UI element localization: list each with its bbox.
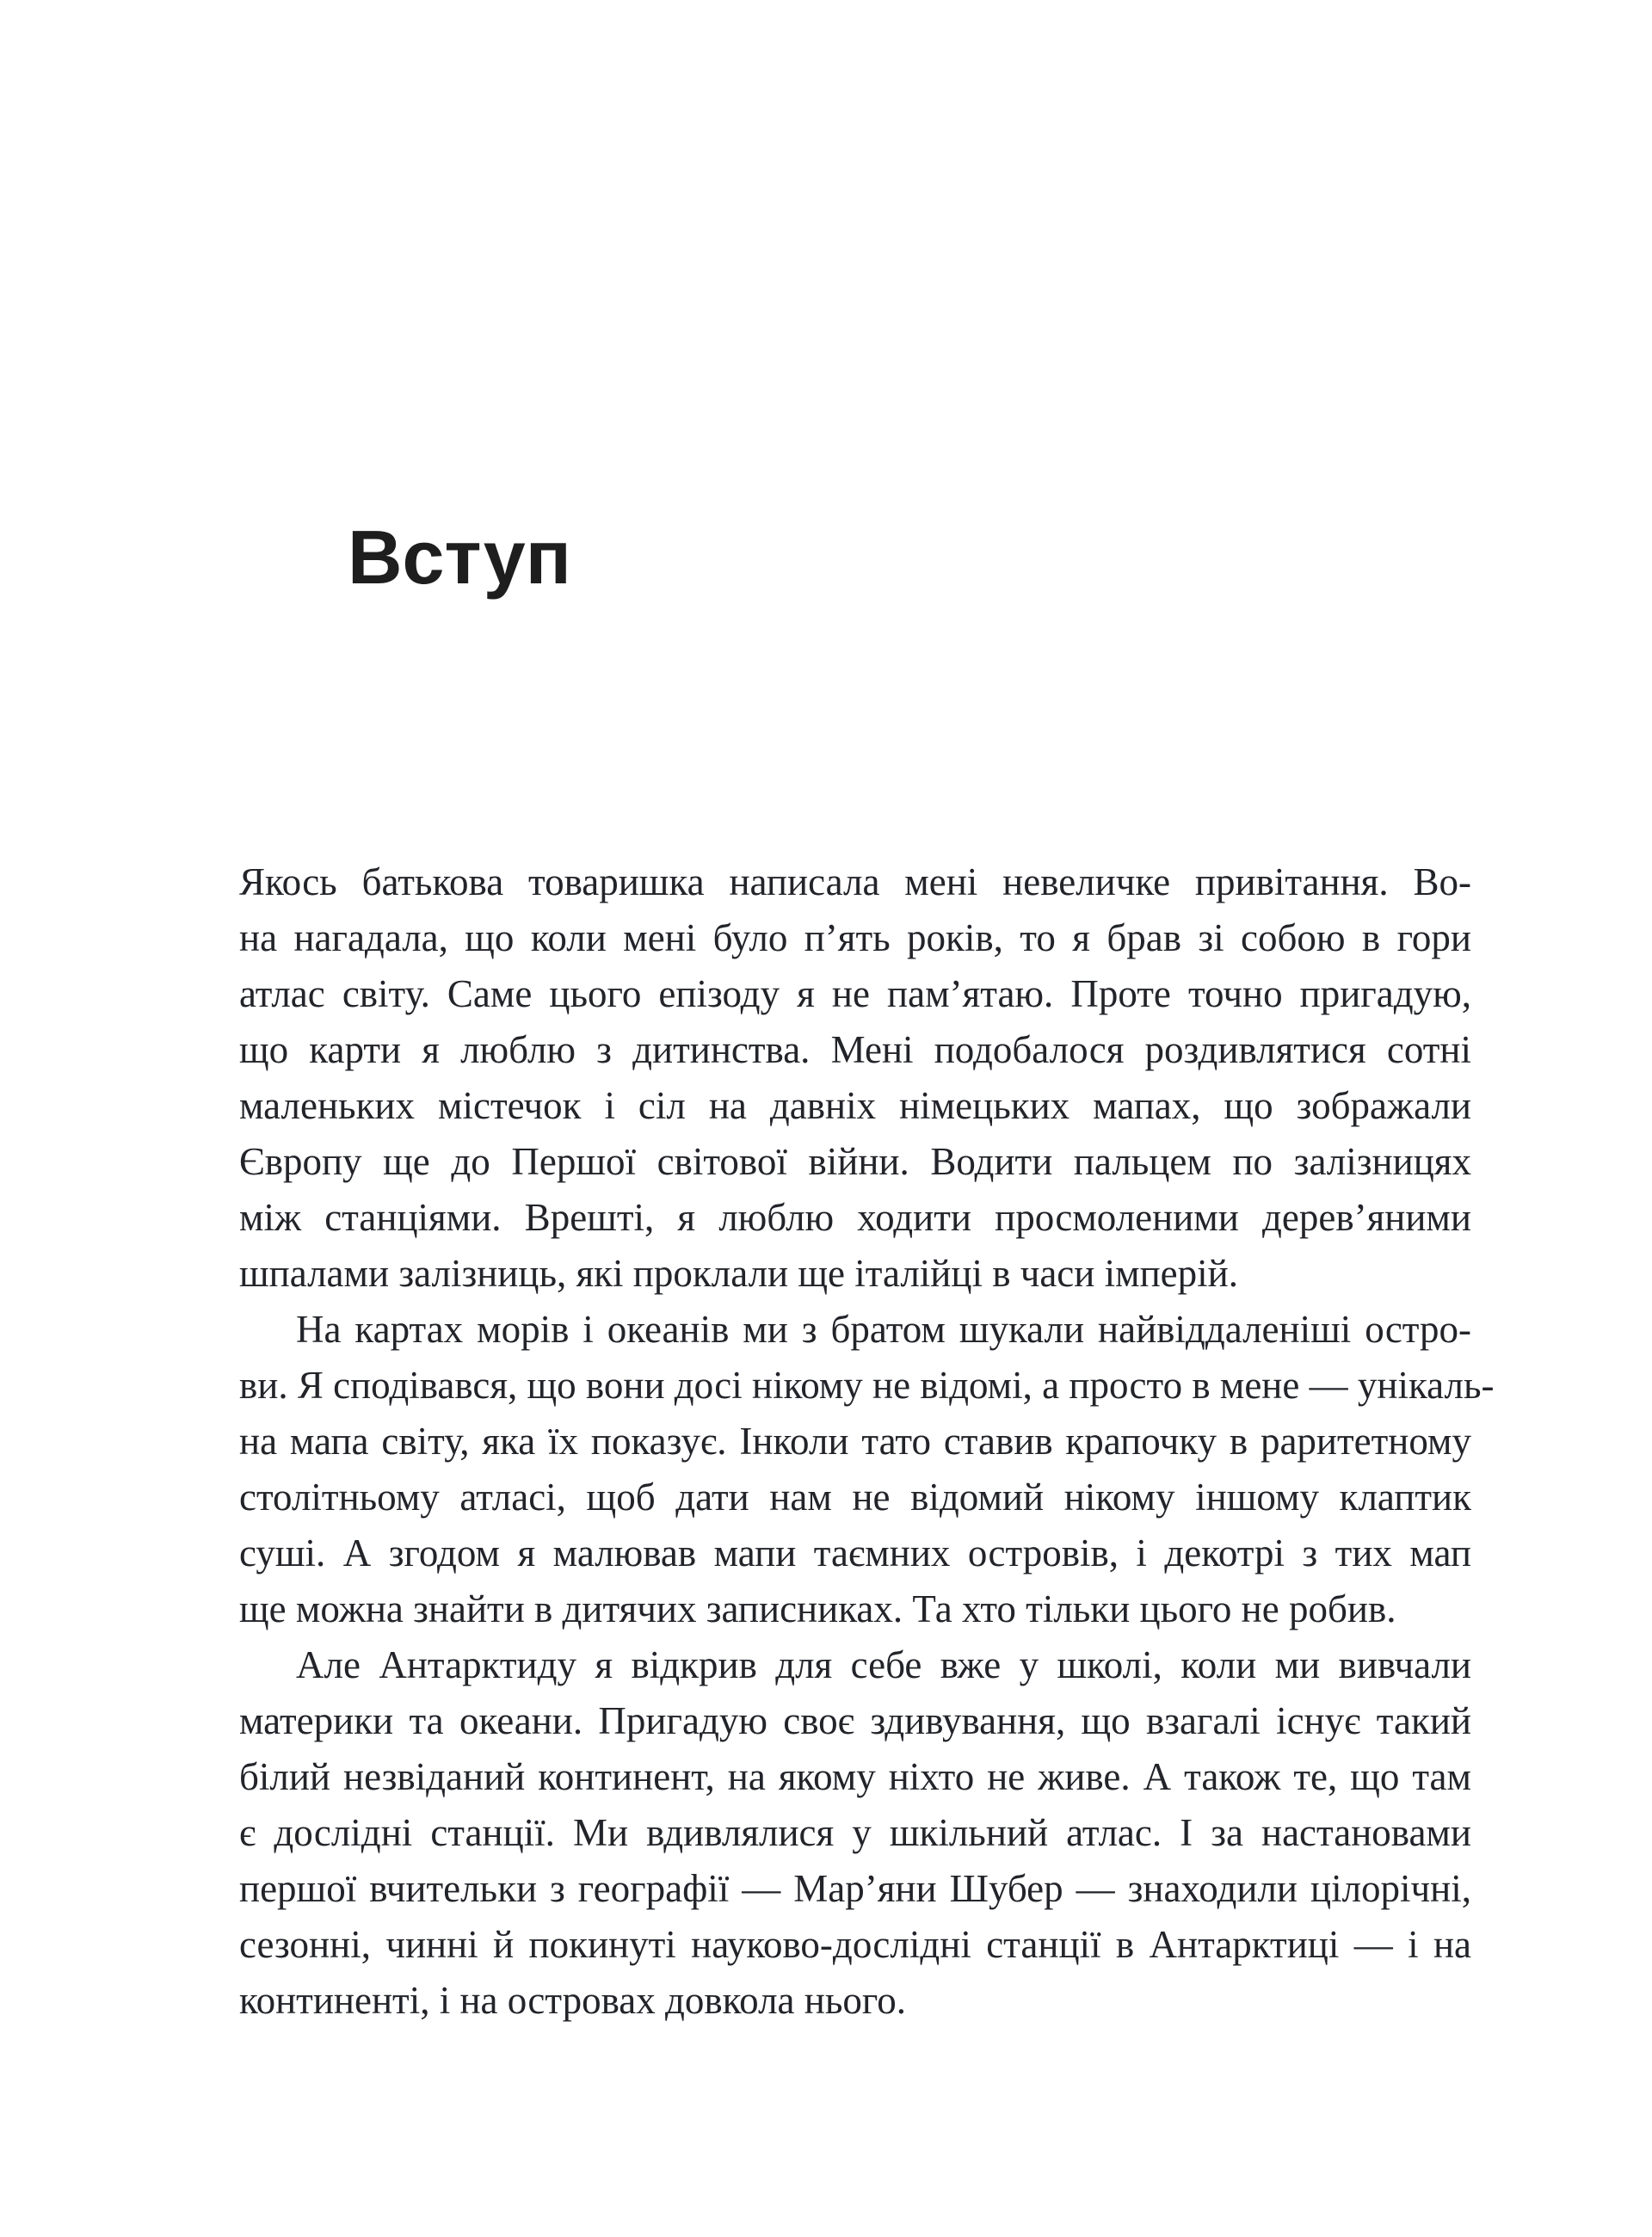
text-line: білий незвіданий континент, на якому ніхто не живе. А також те, що там xyxy=(239,1755,1471,1798)
text-line: Європу ще до Першої світової війни. Водити пальцем по залізницях xyxy=(239,1140,1471,1183)
text-line: суші. А згодом я малював мапи таємних островів, і декотрі з тих мап xyxy=(239,1531,1471,1575)
text-line: що карти я люблю з дитинства. Мені подобалося роздивлятися сотні xyxy=(239,1028,1471,1071)
text-line: ще можна знайти в дитячих записниках. Та хто тільки цього не робив. xyxy=(239,1587,1396,1630)
text-line: маленьких містечок і сіл на давніх німецьких мапах, що зображали xyxy=(239,1084,1471,1127)
text-line: між станціями. Врешті, я люблю ходити просмоленими дерев’яними xyxy=(239,1196,1471,1239)
text-line: на мапа світу, яка їх показує. Інколи тато ставив крапочку в раритетному xyxy=(239,1420,1471,1463)
text-line: є дослідні станції. Ми вдивлялися у шкільний атлас. І за настановами xyxy=(239,1811,1471,1854)
text-line: першої вчительки з географії — Мар’яни Шубер — знаходили цілорічні, xyxy=(239,1867,1471,1910)
text-line: На картах морів і океанів ми з братом шукали найвіддаленіші остро- xyxy=(296,1308,1471,1351)
text-line: сезонні, чинні й покинуті науково-дослідні станції в Антарктиці — і на xyxy=(239,1923,1471,1966)
paragraph xyxy=(239,854,1471,1302)
text-line: столітньому атласі, щоб дати нам не відомий нікому іншому клаптик xyxy=(239,1476,1471,1519)
paragraph xyxy=(239,1637,1471,2029)
text-line: атлас світу. Саме цього епізоду я не пам’ятаю. Проте точно пригадую, xyxy=(239,972,1471,1015)
text-line: ви. Я сподівався, що вони досі нікому не відомі, а просто в мене — унікаль- xyxy=(239,1364,1495,1407)
text-line: Але Антарктиду я відкрив для себе вже у школі, коли ми вивчали xyxy=(296,1643,1471,1686)
text-line: на нагадала, що коли мені було п’ять років, то я брав зі собою в гори xyxy=(239,916,1471,959)
chapter-title: Вступ xyxy=(348,515,571,600)
body-text xyxy=(239,854,1495,2029)
text-line: Якось батькова товаришка написала мені невеличке привітання. Во- xyxy=(239,860,1471,903)
text-line: шпалами залізниць, які проклали ще італійці в часи імперій. xyxy=(239,1252,1238,1295)
text-line: континенті, і на островах довкола нього. xyxy=(239,1979,906,2022)
text-line: материки та океани. Пригадую своє здивування, що взагалі існує такий xyxy=(239,1699,1471,1742)
paragraph xyxy=(239,1302,1495,1637)
